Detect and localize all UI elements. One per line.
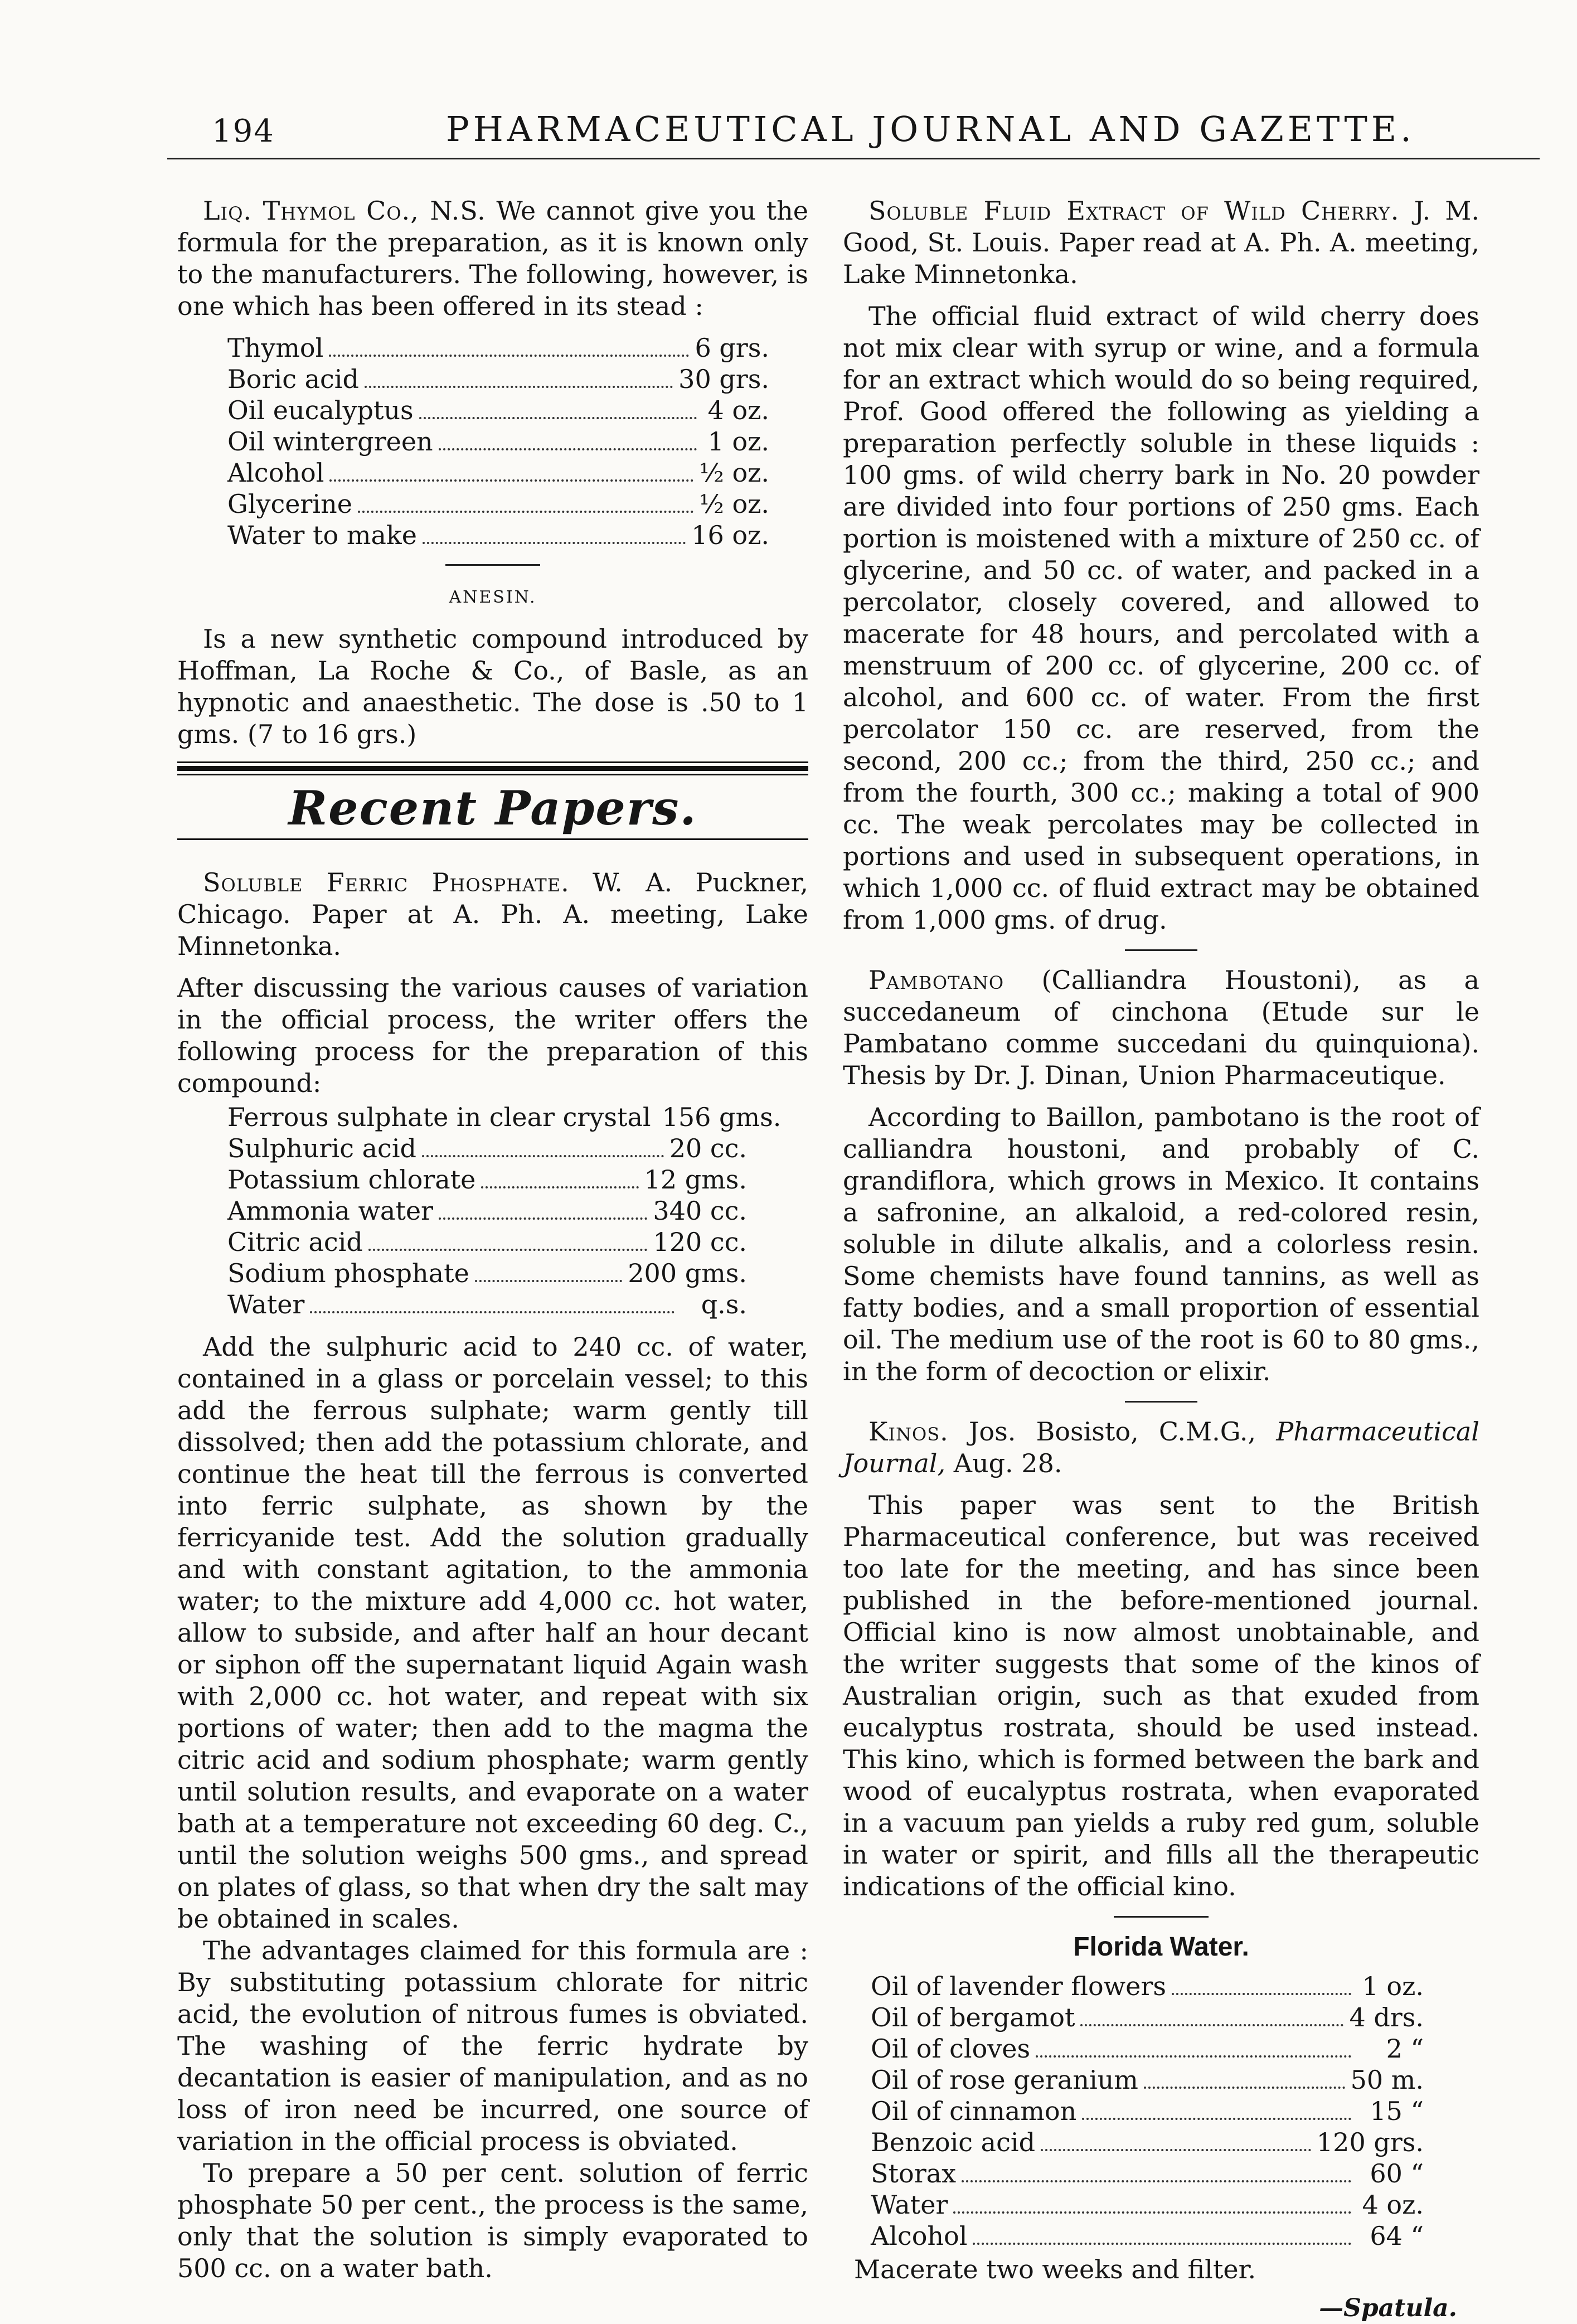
article-ferric-phosphate: [177, 867, 808, 2284]
article-byline-author: Jos. Bosisto, C.M.G.,: [968, 1416, 1256, 1447]
amount: 4 drs.: [1349, 2002, 1424, 2032]
article-text: This paper was sent to the British Pharmaceutical conference, but was received too late for the meeting, and has since been published in the before-mentioned journal. Official kino is now almost unobtainable, and the writer suggests that some of the kinos of Australian origin, such as that exuded from eucalyptus rostrata, should be used instead. This kino, which is formed between the bark and wood of eucalyptus rostrata, when evaporated in a vacuum pan yields a ruby red gum, soluble in water or spirit, and fills all the therapeutic indications of the official kino.: [843, 1490, 1479, 1901]
article-byline: W. A. Puckner, Chicago. Paper at A. Ph. A. meeting, Lake Minnetonka.: [177, 867, 809, 961]
amount: ½ oz.: [699, 489, 769, 519]
amount: 6 grs.: [695, 333, 769, 363]
article-florida-water: [843, 1931, 1479, 2324]
section-divider: [177, 761, 808, 775]
ingredient: Storax: [871, 2158, 957, 2189]
recipe-row: [227, 395, 769, 426]
leader-dots: [310, 1311, 675, 1313]
leader-dots: [329, 355, 689, 357]
recipe-row: [227, 520, 769, 551]
separator-rule: [1114, 1916, 1209, 1918]
article-byline: J. M. Good, St. Louis. Paper read at A. Ph. A. meeting, Lake Minnetonka.: [843, 196, 1480, 289]
article-byline-journal: Pharmaceutical Journal,: [843, 1416, 1479, 1478]
header-rule: [167, 158, 1540, 159]
ingredient: Water: [227, 1289, 305, 1319]
leader-dots: [329, 479, 693, 482]
running-title: PHARMACEUTICAL JOURNAL AND GAZETTE.: [446, 109, 1415, 149]
leader-dots: [423, 542, 686, 544]
amount: 200 gms.: [628, 1258, 747, 1288]
leader-dots: [365, 386, 673, 388]
article-paragraph: Add the sulphuric acid to 240 cc. of water, contained in a glass or porcelain vessel; to this add the ferrous sulphate; warm gently till dissolved; then add the potassium chlorate, and continue the heat till the ferrous is converted into ferric sulphate, as shown by the ferricyanide test. Add the solution gradually and with constant agitation, to the ammonia water; to the mixture add 4,000 cc. hot water, allow to subside, and after half an hour decant or siphon off the supernatant liquid Again wash with 2,000 cc. hot water, and repeat with six portions of water; then add to the magma the citric acid and sodium phosphate; warm gently until solution results, and evaporate on a water bath at a temperature not exceeding 60 deg. C., until the solution weighs 500 gms., and spread on plates of glass, so that when dry the salt may be obtained in scales.: [177, 1332, 808, 1934]
recipe-list: [227, 332, 769, 551]
amount: 12 gms.: [644, 1165, 747, 1195]
ingredient: Sulphuric acid: [227, 1133, 416, 1163]
leader-dots: [475, 1280, 622, 1282]
recipe-row: [227, 1102, 782, 1133]
article-pambotano: [843, 964, 1479, 1387]
article-title: Pambotano: [868, 965, 1005, 995]
article-byline: (Calliandra Houstoni), as a succedaneum of cinchona (Etude sur le Pambatano comme succedani du quinquiona). Thesis by Dr. J. Dinan, Union Pharmaceutique.: [843, 965, 1479, 1090]
ingredient: Ferrous sulphate in clear crystal: [227, 1102, 651, 1132]
amount: ½ oz.: [699, 458, 769, 488]
leader-dots: [1041, 2149, 1311, 2151]
amount: 50 m.: [1350, 2065, 1424, 2095]
article-heading: Florida Water.: [1073, 1932, 1249, 1962]
article-text: The official fluid extract of wild cherry does not mix clear with syrup or wine, and a formula for an extract which would do so being required, Prof. Good offered the following as yielding a preparation perfectly soluble in these liquids : 100 gms. of wild cherry bark in No. 20 powder are divided into four portions of 250 gms. Each portion is moistened with a mixture of 250 cc. of glycerine, and 50 cc. of water, and packed in a percolator, closely covered, and allowed to macerate for 48 hours, and percolated with a menstruum of 200 cc. of glycerine, 200 cc. of alcohol, and 600 cc. of water. From the first percolator 150 cc. are reserved, from the second, 200 cc.; from the third, 250 cc.; and from the fourth, 300 cc.; making a total of 900 cc. The weak percolates may be collected in portions and used in subsequent operations, in which 1,000 cc. of fluid extract may be obtained from 1,000 gms. of drug.: [843, 301, 1479, 935]
page-header: [167, 109, 1539, 153]
recipe-row: [227, 1258, 747, 1289]
ingredient: Citric acid: [227, 1227, 363, 1257]
leader-dots: [439, 448, 697, 450]
ingredient: Alcohol: [871, 2221, 968, 2251]
article-text: According to Baillon, pambotano is the root of calliandra houstoni, and probably of C. grandiflora, which grows in Mexico. It contains a safronine, an alkaloid, a red-colored resin, soluble in dilute alkalis, and a colorless resin. Some chemists have found tannins, as well as fatty bodies, and a small proportion of essential oil. The medium use of the root is 60 to 80 gms., in the form of decoction or elixir.: [843, 1102, 1479, 1386]
ingredient: Sodium phosphate: [227, 1258, 469, 1288]
recipe-row: [871, 2064, 1424, 2095]
recipe-row: [871, 2033, 1424, 2064]
article-title: Soluble Ferric Phosphate.: [203, 867, 570, 897]
recipe-row: [227, 426, 769, 457]
article-title: Soluble Fluid Extract of Wild Cherry.: [868, 196, 1400, 226]
ingredient: Oil of cinnamon: [871, 2096, 1077, 2126]
recipe-list: [227, 1102, 782, 1320]
recipe-row: [227, 1164, 747, 1195]
leader-dots: [422, 1155, 664, 1157]
article-text: Is a new synthetic compound introduced by Hoffman, La Roche & Co., of Basle, as an hypnotic and anaesthetic. The dose is .50 to 1 gms. (7 to 16 grs.): [177, 624, 808, 749]
recipe-list: [871, 1971, 1424, 2252]
leader-dots: [953, 2211, 1351, 2214]
leader-dots: [973, 2243, 1351, 2245]
left-column: [177, 195, 808, 2284]
ingredient: Water to make: [227, 520, 417, 550]
right-column: [843, 195, 1479, 2324]
article-byline-date: Aug. 28.: [953, 1448, 1062, 1478]
article-wild-cherry: [843, 195, 1479, 936]
ingredient: Boric acid: [227, 364, 359, 394]
amount: 64 “: [1370, 2221, 1424, 2251]
recipe-row: [871, 2127, 1424, 2158]
ingredient: Oil of bergamot: [871, 2002, 1075, 2032]
leader-dots: [439, 1217, 647, 1220]
amount: 16 oz.: [691, 520, 769, 550]
ingredient: Oil of cloves: [871, 2034, 1031, 2064]
recipe-row: [871, 1971, 1424, 2002]
amount: 156 gms.: [662, 1102, 782, 1132]
amount: 60 “: [1370, 2158, 1424, 2189]
section-heading: ANESIN.: [449, 588, 537, 607]
ingredient: Oil of rose geranium: [871, 2065, 1138, 2095]
recipe-row: [871, 2158, 1424, 2189]
amount: q.s.: [701, 1289, 747, 1319]
article-anesin: [177, 581, 808, 750]
leader-dots: [358, 511, 693, 513]
amount: 1 oz.: [707, 426, 769, 457]
separator-rule: [1125, 949, 1197, 951]
leader-dots: [1144, 2087, 1345, 2089]
ingredient: Oil of lavender flowers: [871, 1971, 1166, 2001]
leader-dots: [419, 417, 697, 419]
leader-dots: [481, 1186, 638, 1188]
recipe-row: [227, 488, 769, 520]
ingredient: Oil eucalyptus: [227, 395, 414, 425]
separator-rule: [445, 564, 540, 566]
leader-dots: [962, 2180, 1351, 2182]
amount: 120 cc.: [653, 1227, 747, 1257]
ingredient: Oil wintergreen: [227, 426, 433, 457]
ingredient: Ammonia water: [227, 1196, 434, 1226]
recipe-row: [227, 1133, 747, 1164]
amount: 4 oz.: [707, 395, 769, 425]
recipe-row: [227, 1195, 747, 1226]
recipe-instruction: Macerate two weeks and filter.: [854, 2254, 1256, 2284]
recipe-row: [871, 2095, 1424, 2127]
ingredient: Glycerine: [227, 489, 352, 519]
recipe-row: [227, 363, 769, 395]
leader-dots: [1036, 2055, 1351, 2058]
recipe-row: [871, 2002, 1424, 2033]
leader-dots: [368, 1249, 648, 1251]
article-paragraph: To prepare a 50 per cent. solution of ferric phosphate 50 per cent., the process is the same, only that the solution is simply evaporated to 500 cc. on a water bath.: [177, 2158, 808, 2283]
recipe-row: [227, 1289, 747, 1320]
amount: 120 grs.: [1316, 2127, 1424, 2157]
ingredient: Potassium chlorate: [227, 1165, 476, 1195]
separator-rule: [1125, 1401, 1197, 1403]
source-credit: —Spatula.: [1319, 2294, 1457, 2322]
article-title: Liq. Thymol Co., N.S.: [203, 196, 486, 226]
leader-dots: [1082, 2118, 1351, 2120]
article-text: We cannot give you the formula for the preparation, as it is known only to the manufacturers. The following, however, is one which has been offered in its stead :: [177, 196, 808, 321]
amount: 15 “: [1370, 2096, 1424, 2126]
section-title: Recent Papers.: [288, 780, 697, 836]
article-intro: After discussing the various causes of variation in the official process, the writer offers the following process for the preparation of this compound:: [177, 973, 808, 1098]
ingredient: Water: [871, 2190, 948, 2220]
amount: 1 oz.: [1362, 1971, 1424, 2001]
recipe-row: [871, 2220, 1424, 2252]
page-number: 194: [212, 113, 275, 149]
article-liq-thymol: [177, 195, 808, 551]
amount: 2 “: [1386, 2034, 1424, 2064]
leader-dots: [1080, 2024, 1343, 2026]
article-kinos: [843, 1416, 1479, 1903]
ingredient: Thymol: [227, 333, 324, 363]
amount: 20 cc.: [669, 1133, 747, 1163]
amount: 4 oz.: [1362, 2190, 1424, 2220]
amount: 30 grs.: [678, 364, 769, 394]
amount: 340 cc.: [653, 1196, 747, 1226]
article-paragraph: The advantages claimed for this formula are : By substituting potassium chlorate for nitric acid, the evolution of nitrous fumes is obviated. The washing of the ferric hydrate by decantation is easier of manipulation, and as no loss of iron need be incurred, one source of variation in the official process is obviated.: [177, 1935, 808, 2156]
recipe-row: [871, 2189, 1424, 2220]
recipe-row: [227, 457, 769, 488]
recipe-row: [227, 332, 769, 363]
ingredient: Alcohol: [227, 458, 324, 488]
ingredient: Benzoic acid: [871, 2127, 1036, 2157]
recipe-row: [227, 1226, 747, 1258]
article-title: Kinos.: [868, 1416, 949, 1447]
leader-dots: [1172, 1993, 1351, 1995]
section-title-rule: [177, 838, 808, 840]
